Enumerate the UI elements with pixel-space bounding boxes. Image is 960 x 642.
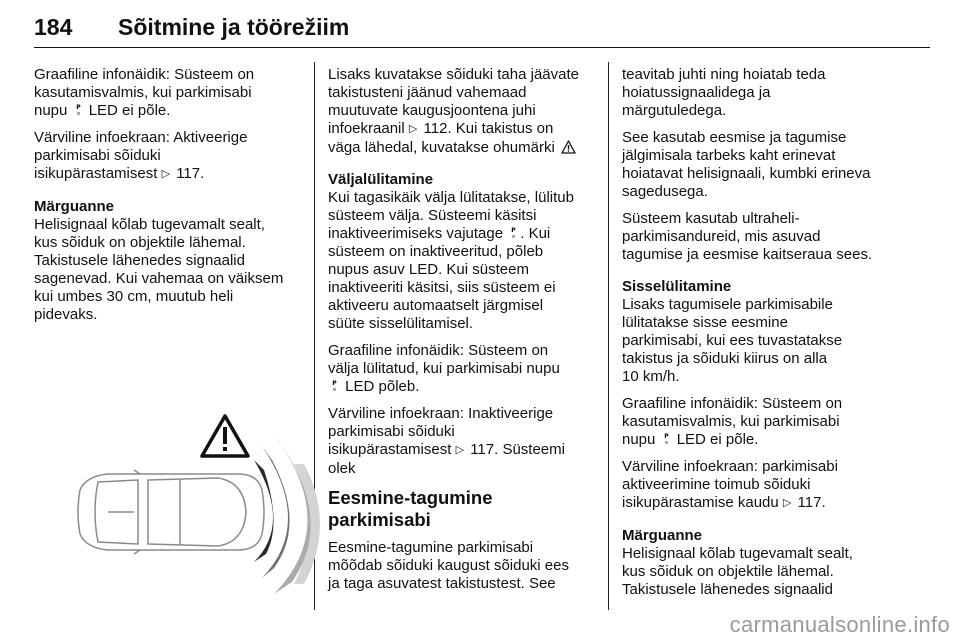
svg-text:P: P xyxy=(332,380,337,387)
column-divider-2 xyxy=(608,62,609,610)
watermark: carmanualsonline.info xyxy=(729,612,950,637)
column-2 xyxy=(328,66,596,602)
sensor-zone-2 xyxy=(262,446,290,578)
page-reference-arrow-icon: ▷ xyxy=(408,123,418,135)
paragraph: See kasutab eesmise ja tagumise jälgimisala tarbeks kaht erinevat hoiatavat helisignaali, kumbki erineva sagedusega. xyxy=(622,129,871,200)
parking-assist-button-icon xyxy=(330,379,339,392)
paragraph-text: LED ei põle. xyxy=(672,431,759,448)
paragraph xyxy=(622,458,890,513)
svg-text:P: P xyxy=(511,227,516,234)
page-reference[interactable]: 117. xyxy=(172,165,205,182)
paragraph xyxy=(328,342,596,396)
page-reference[interactable]: 112. Kui takistus on väga lähedal, kuvatakse ohumärki xyxy=(328,120,555,156)
paragraph-text: Värviline infoekraan: Inaktiveerige parkimisabi sõiduki isikupärastamisest xyxy=(328,405,554,458)
svg-text:≋: ≋ xyxy=(511,235,516,239)
svg-text:≋: ≋ xyxy=(664,441,668,445)
warning-triangle-icon xyxy=(202,416,248,456)
page-reference-arrow-icon: ▷ xyxy=(455,444,465,456)
paragraph xyxy=(328,405,596,478)
paragraph-text: LED ei põle. xyxy=(84,102,171,119)
paragraph: Helisignaal kõlab tugevamalt sealt, kus sõiduk on objektile lähemal. Takistusele lähenedes signaalid xyxy=(622,545,853,598)
paragraph-text: Graafiline infonäidik: Süsteem on välja lülitatud, kui parkimisabi nupu xyxy=(328,342,560,377)
section-heading: Eesmine-tagumine parkimisabi xyxy=(328,487,493,530)
page-reference-arrow-icon: ▷ xyxy=(782,497,792,509)
parking-assist-button-icon xyxy=(74,103,83,116)
svg-text:≋: ≋ xyxy=(332,388,337,392)
paragraph: Eesmine-tagumine parkimisabi mõõdab sõiduki kaugust sõiduki ees ja taga asuvatest takistustest. See xyxy=(328,539,569,592)
paragraph: Süsteem kasutab ultraheli- parkimisandureid, mis asuvad tagumise ja eesmise kaitseraua sees. xyxy=(622,210,873,263)
parking-assist-button-icon xyxy=(662,432,671,445)
heading-marguanne: Märguanne xyxy=(34,198,115,215)
heading-sisselulitamine: Sisselülitamine xyxy=(622,278,732,295)
paragraph-text: Graafiline infonäidik: Süsteem on kasutamisvalmis, kui parkimisabi nupu xyxy=(34,66,255,119)
page-reference-arrow-icon: ▷ xyxy=(161,168,171,180)
paragraph xyxy=(34,129,302,184)
paragraph: Helisignaal kõlab tugevamalt sealt, kus sõiduk on objektile lähemal. Takistusele lähenedes signaalid sagenevad. Kui vahemaa on väiksem kui umbes 30 cm, muutub heli pidevaks. xyxy=(34,216,284,323)
page-number: 184 xyxy=(34,14,73,40)
svg-text:≋: ≋ xyxy=(76,112,80,116)
column-1 xyxy=(34,66,302,333)
header-divider xyxy=(34,47,930,48)
paragraph xyxy=(328,66,596,157)
svg-text:P: P xyxy=(663,433,669,440)
paragraph xyxy=(622,395,890,449)
chapter-title: Sõitmine ja töörežiim xyxy=(118,14,350,40)
paragraph-text: Värviline infoekraan: Aktiveerige parkimisabi sõiduki isikupärastamisest xyxy=(34,129,248,182)
heading-valjalulitamine: Väljalülitamine xyxy=(328,171,434,188)
paragraph-text: Värviline infoekraan: parkimisabi aktiveerimine toimub sõiduki isikupärastamise kaudu xyxy=(622,458,838,511)
page-header xyxy=(34,6,930,48)
page-reference[interactable]: 117. xyxy=(793,494,826,511)
paragraph: teavitab juhti ning hoiatab teda hoiatussignaalidega ja märgutuledega. xyxy=(622,66,826,119)
paragraph-text: Graafiline infonäidik: Süsteem on kasutamisvalmis, kui parkimisabi nupu xyxy=(622,395,843,448)
paragraph xyxy=(328,189,596,333)
paragraph-text: Kui tagasikäik välja lülitatakse, lülitub süsteem välja. Süsteemi käsitsi inaktiveerimiseks vajutage xyxy=(328,189,574,242)
heading-marguanne: Märguanne xyxy=(622,527,703,544)
paragraph-text: . Kui süsteem on inaktiveeritud, põleb nupus asuv LED. Kui süsteem inaktiveeriti käsitsi, siis süsteem ei aktiveeru automaatselt järgmisel süüte sisselülitamisel. xyxy=(328,225,556,332)
svg-text:P: P xyxy=(75,104,81,111)
column-3 xyxy=(622,66,890,608)
parking-assist-button-icon xyxy=(509,226,518,239)
warning-triangle-icon xyxy=(561,140,576,154)
paragraph: Lisaks tagumisele parkimisabile lülitatakse sisse eesmine parkimisabi, kui ees tuvastatakse takistus ja sõiduki kiirus on alla 10 km/h. xyxy=(622,296,843,385)
car-top-view xyxy=(78,470,264,554)
page-reference[interactable]: 117. Süsteemi olek xyxy=(328,441,565,477)
paragraph xyxy=(34,66,302,120)
car-rear-parking-sensor-zones-icon xyxy=(68,412,336,596)
paragraph-text: LED põleb. xyxy=(341,378,420,395)
paragraph-text: Lisaks kuvatakse sõiduki taha jäävate takistusteni jäänud vahemaad muutuvate kaugusjoontena juhi infoekraanil xyxy=(328,66,579,137)
